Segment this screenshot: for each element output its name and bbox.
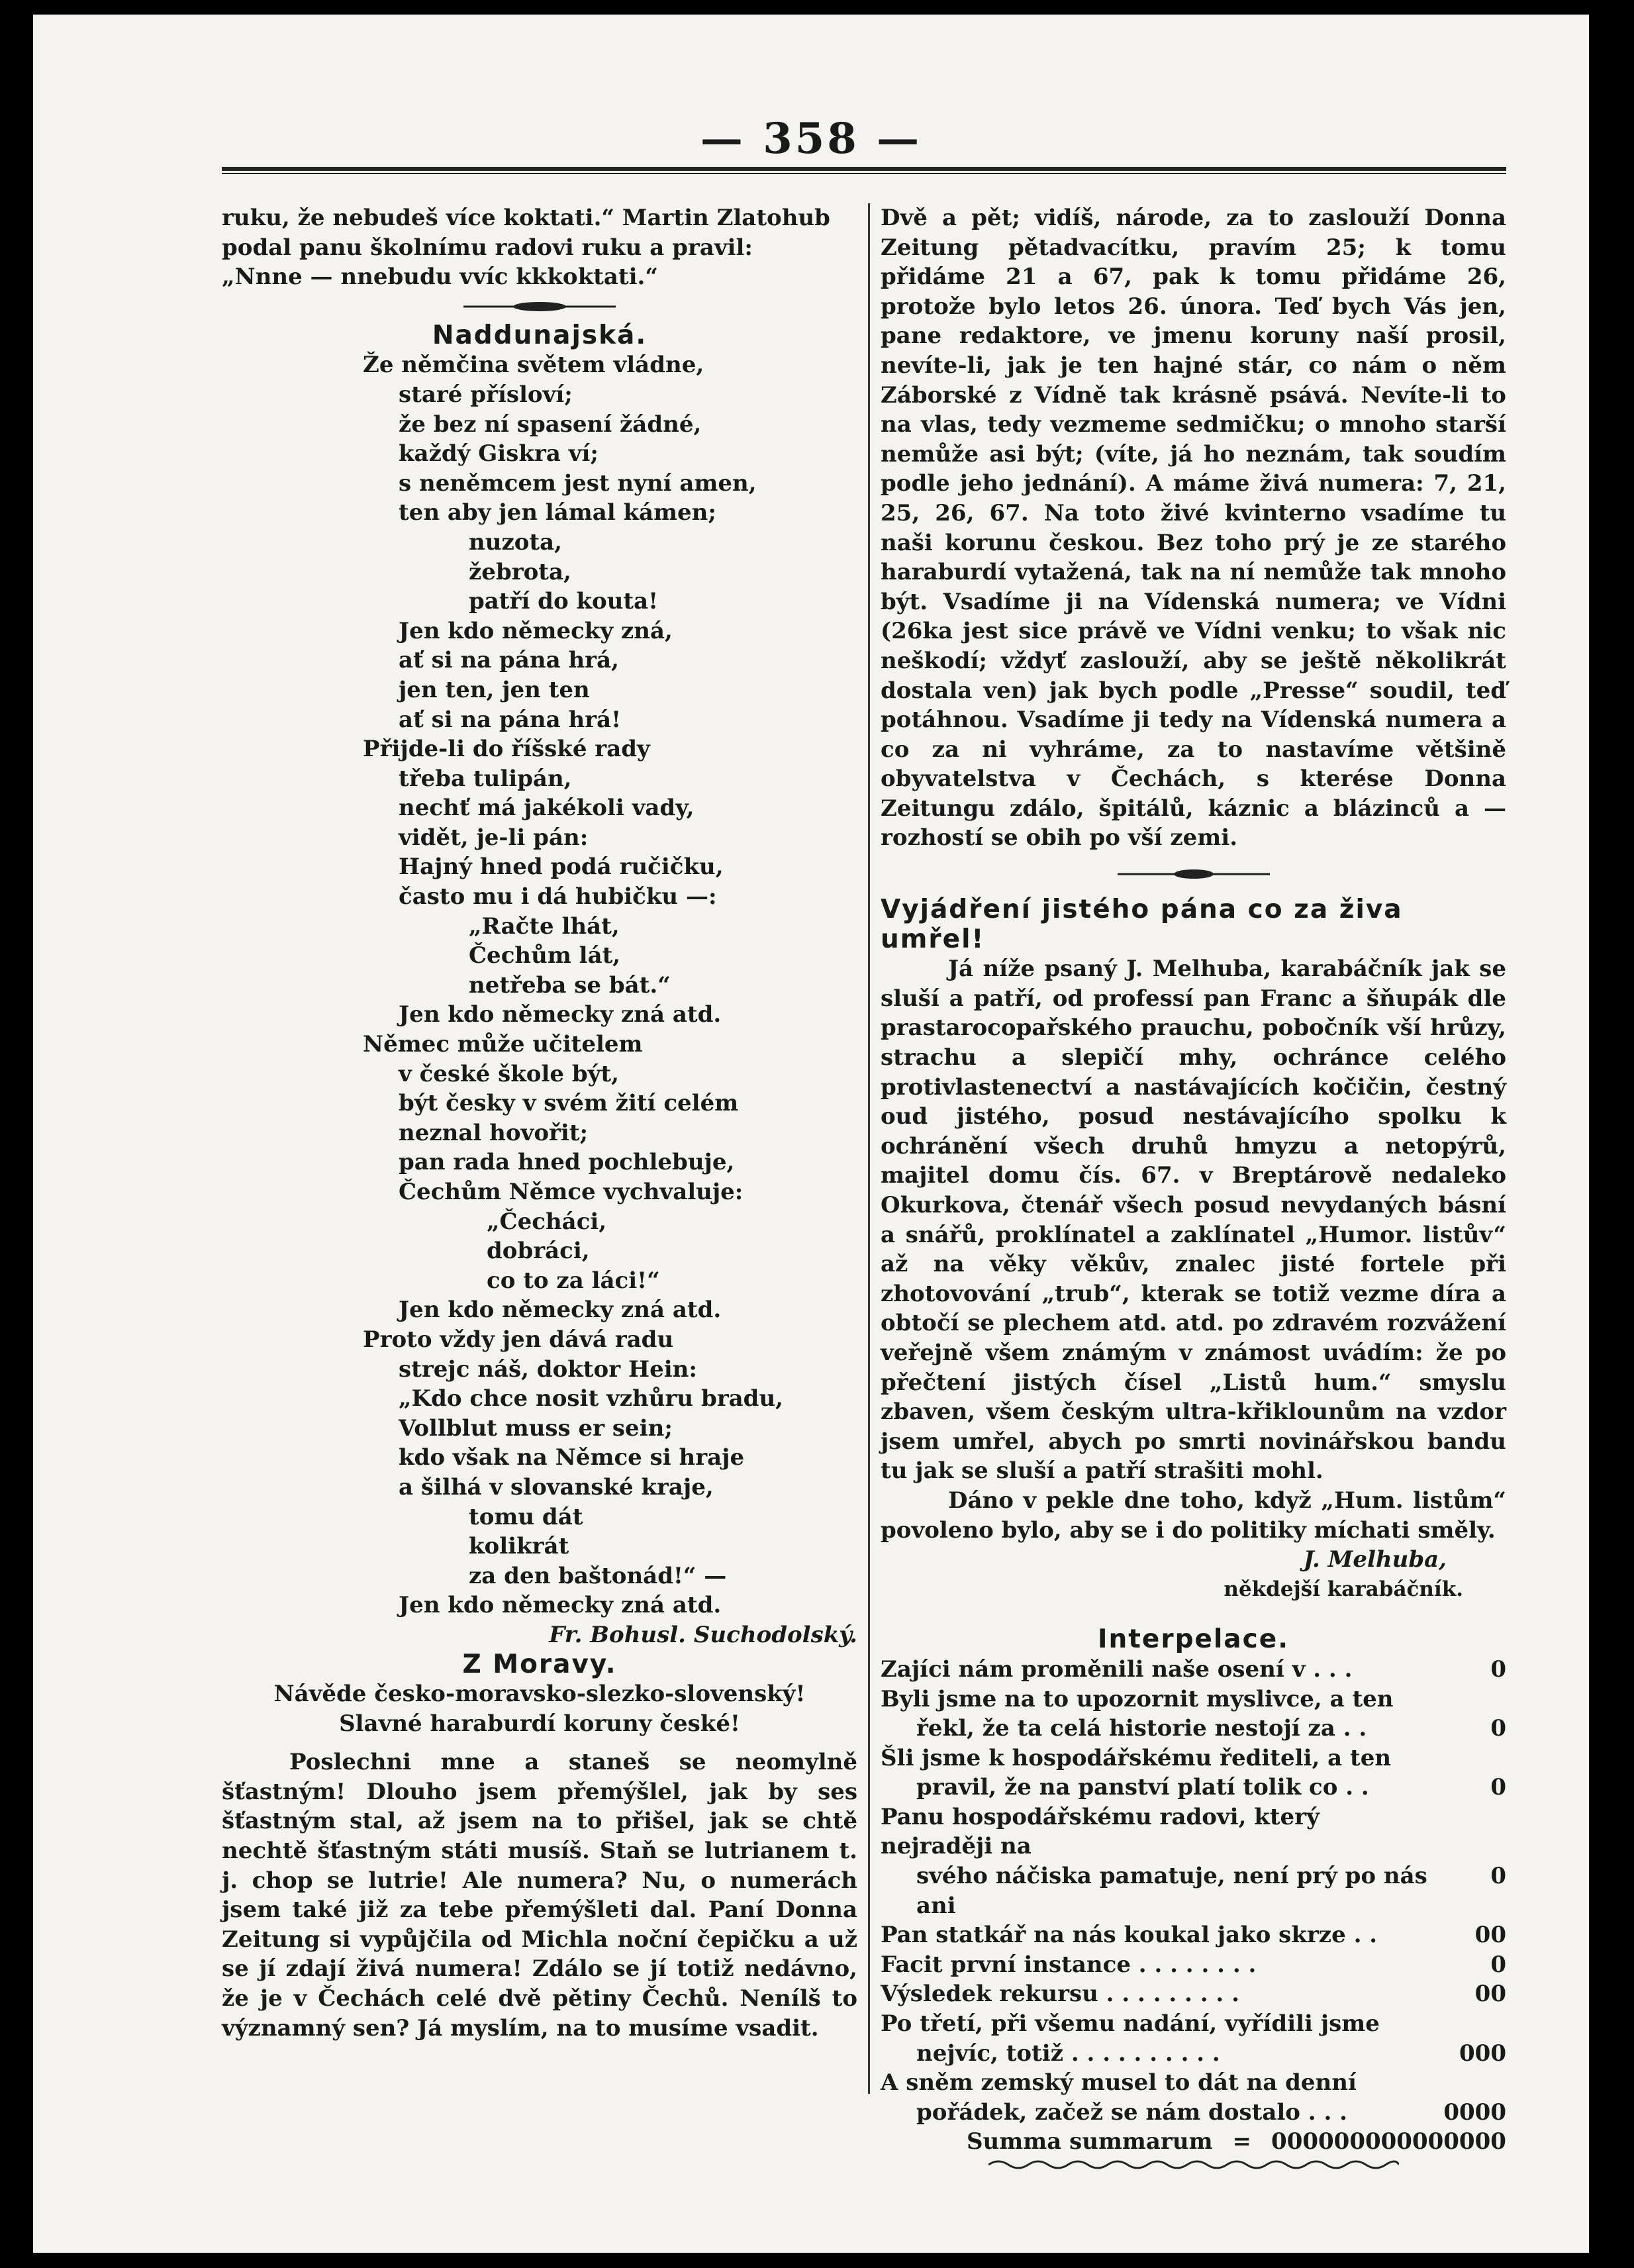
section-title: Vyjádření jistého pána co za živa umřel! [881,895,1403,954]
interpelace-list [881,1655,1506,2128]
interpelace-row [881,1979,1506,2009]
poem-line: pan rada hned pochlebuje, [399,1149,735,1176]
poem-line: kolikrát [469,1533,569,1560]
interpelace-text: Zajíci nám proměnili naše osení v . . . [881,1655,1353,1683]
poem-line: patří do kouta! [469,588,659,615]
newspaper-page [33,15,1589,2253]
poem-line: neznal hovořit; [399,1119,589,1146]
poem-line: Hajný hned podá ručičku, [399,854,724,881]
poem-line: Přijde-li do říšské rady [363,736,650,763]
ornament-divider [222,292,857,321]
poem-line: Němec může učitelem [363,1031,643,1058]
poem-line: Jen kdo německy zná atd. [399,1001,722,1028]
article-paragraph: Dvě a pět; vidíš, národe, za to zaslouží Donna Zeitung pětadvacítku, pravím 25; k tomu přidáme 21 a 67, pak k tomu přidáme 26, protože bylo letos 26. února. Teď bych Vás jen, pane redaktore, ve jmenu koruny naší prosil, nevíte-li, jak je ten hajné stár, co nám o něm Záborské z Vídně tak krásně psává. Nevíte-li to na vlas, tedy vezmeme sedmičku; o mnoho starší nemůže asi být; (víte, já ho neznám, tak soudím podle jeho jednání). A máme živá numera: 7, 21, 25, 26, 67. Na toto živé kvinterno vsadíme tu naši korunu českou. Bez toho prý je ze starého haraburdí vytažená, tak na ní nemůže tak mnoho být. Vsadíme ji na Vídenská numera; ve Vídni (26ka jest sice právě ve Vídni venku; to však nic neškodí; vždyť zaslouží, aby se ještě několikrát dostala ven) jak bych podle „Presse“ soudil, teď potáhnou. Vsadíme ji tedy na Vídenská numera a co za ni vyhráme, za to nastavíme většině obyvatelstva v Čechách, s kterése Donna Zeitungu zdálo, špitálů, káznic a blázinců a — rozhostí se obih po vší zemi. [881,205,1506,852]
poem-title: Naddunajská. [432,320,648,350]
poem-line: být česky v svém žití celém [399,1090,739,1117]
poem-line: co to za láci!“ [487,1267,660,1294]
section-title: Z Moravy. [462,1649,617,1679]
subtitle-line: Slavné haraburdí koruny české! [339,1710,740,1737]
poem-line: často mu i dá hubičku —: [399,883,717,911]
interpelace-text: pravil, že na panství platí tolik co . . [916,1774,1369,1801]
poem-line: strejc náš, doktor Hein: [399,1356,697,1383]
interpelace-row [881,1744,1506,1773]
poem-line: Čechům lát, [469,942,621,969]
interpelace-value: 0000 [1443,2098,1506,2126]
poem-line: Jen kdo německy zná atd. [399,1297,722,1324]
interpelace-value: 0 [1490,1655,1506,1683]
poem-line: ať si na pána hrá! [399,706,622,733]
interpelace-row [881,1655,1506,1685]
interpelace-text: pořádek, začež se nám dostalo . . . [916,2098,1347,2126]
poem-line: Že němčina světem vládne, [363,352,704,379]
interpelace-value: 0 [1490,1863,1506,1890]
poem [222,350,857,1620]
poem-line: za den baštonád!“ — [469,1562,727,1589]
summa-label: Summa summarum [967,2128,1213,2155]
interpelace-text: Facit první instance . . . . . . . . [881,1951,1257,1978]
interpelace-row [881,2039,1506,2069]
ornament-icon [463,300,616,313]
poem-line: „Račte lhát, [469,912,620,940]
poem-line: „Čecháci, [487,1208,607,1235]
interpelace-row [881,2068,1506,2098]
interpelace-value: 0 [1490,1951,1506,1978]
interpelace-text: řekl, že ta celá historie nestojí za . . [916,1715,1367,1742]
interpelace-text: Pan statkář na nás koukal jako skrze . . [881,1922,1378,1949]
poem-line: každý Giskra ví; [399,440,599,468]
signature-role: někdejší karabáčník. [1224,1577,1463,1601]
poem-line: „Kdo chce nosit vzhůru bradu, [399,1385,784,1412]
interpelace-row [881,1685,1506,1714]
interpelace-text: Výsledek rekursu . . . . . . . . . [881,1981,1239,2008]
poem-line: staré přísloví; [399,381,573,408]
poem-line: že bez ní spasení žádné, [399,411,702,438]
interpelace-row [881,1802,1506,1861]
ornament-icon [1118,867,1270,881]
ornament-divider [881,853,1506,895]
interpelace-row [881,1861,1506,1920]
interpelace-row [881,1714,1506,1744]
poem-line: dobráci, [487,1238,590,1265]
intro-line: ruku, že nebudeš více koktati.“ Martin Zlatohub [222,205,830,231]
poem-line: s neněmcem jest nyní amen, [399,469,757,497]
poem-line: ten aby jen lámal kámen; [399,499,716,526]
header-rule [222,167,1506,174]
interpelace-value: 00 [1474,1922,1506,1949]
intro-line: „Nnne — nnebudu vvíc kkkoktati.“ [222,264,658,291]
interpelace-row [881,1920,1506,1950]
ornament-divider [881,2157,1506,2173]
poem-line: a šilhá v slovanské kraje, [399,1473,714,1501]
summa-value: 000000000000000 [1271,2128,1506,2155]
interpelace-title: Interpelace. [1097,1624,1290,1655]
poem-line: Vollblut muss er sein; [399,1414,673,1442]
poem-line: třeba tulipán, [399,765,572,792]
intro-text [222,203,857,292]
poem-line: žebrota, [469,558,571,585]
interpelace-text: Po třetí, při všemu nadání, vyřídili jsme [881,2010,1380,2038]
left-column [222,203,857,2043]
interpelace-value: 000 [1459,2040,1506,2067]
subtitle-line: Návěde česko-moravsko-slezko-slovenský! [273,1681,806,1708]
interpelace-row [881,1773,1506,1802]
summa-row [881,2127,1506,2157]
wavy-line-icon [988,2157,1399,2173]
interpelace-text: A sněm zemský musel to dát na denní [881,2069,1357,2096]
interpelace-value: 0 [1490,1774,1506,1801]
interpelace-text: nejvíc, totiž . . . . . . . . . . [916,2040,1220,2067]
interpelace-row [881,1950,1506,1980]
article-paragraph: Dáno v pekle dne toho, když „Hum. listům“ povoleno bylo, aby se i do politiky míchati směly. [881,1487,1506,1544]
poem-line: nuzota, [469,528,562,556]
poem-line: kdo však na Němce si hraje [399,1444,745,1471]
poem-line: Jen kdo německy zná, [399,617,673,644]
interpelace-value: 0 [1490,1715,1506,1742]
interpelace-text: Panu hospodářskému radovi, který nejraději na [881,1803,1320,1860]
poem-author: Fr. Bohusl. Suchodolský. [549,1621,857,1648]
poem-line: tomu dát [469,1503,583,1530]
poem-line: v české škole být, [399,1060,619,1087]
signature-name: J. Melhuba, [1303,1546,1447,1573]
poem-line: vidět, je-li pán: [399,824,589,851]
column-divider [868,203,870,2094]
right-column [881,203,1506,2173]
page-number: — 358 — [700,114,922,164]
interpelace-text: Šli jsme k hospodářskému řediteli, a ten [881,1744,1392,1771]
interpelace-text: svého náčiska pamatuje, není prý po nás ani [916,1863,1427,1919]
poem-line: ať si na pána hrá, [399,647,619,674]
poem-line: nechť má jakékoli vady, [399,795,695,822]
interpelace-row [881,2098,1506,2128]
poem-line: netřeba se bát.“ [469,971,671,999]
article-paragraph: Já níže psaný J. Melhuba, karabáčník jak se sluší a patří, od professí pan Franc a šňupák dle prastarocopařského prauchu, pobočník vší hrůzy, strachu a slepičí mhy, ochránce celého protivlastenectví a nastávajících kočičin, čestný oud jistého, posud nestávajícího spolku k ochránění všech druhů hmyzu a netopýrů, majitel domu čís. 67. v Breptárově nedaleko Okurkova, čtenář všech posud nevydaných básní a snářů, proklínatel a zaklínatel „Humor. listův“ až na věky věkův, znalec jisté fortele při zhotovování „trub“, kterak se totiž vezme díra a obtočí se plechem atd. atd. po zdravém rozvážení veřejně všem známým v známost uvádím: že po přečtení jistých čísel „Listů hum.“ smyslu zbaven, všem českým ultra-křiklounům na vzdor jsem umřel, abych po smrti novinářskou bandu tu jak se sluší a patří strašiti mohl. [881,956,1506,1485]
interpelace-text: Byli jsme na to upozornit myslivce, a ten [881,1685,1394,1712]
article-paragraph: Poslechni mne a staneš se neomylně šťastným! Dlouho jsem přemýšlel, jak by ses šťastným stal, až jsem na to přišel, jak se chtě nechtě šťastným státi musíš. Staň se lutrianem t. j. chop se lutrie! Ale numera? Nu, o numerách jsem také již za tebe přemýšleti dal. Paní Donna Zeitung si vypůjčila od Michla noční čepičku a už se jí zdají živá numera! Zdálo se jí totiž nedávno, že je v Čechách celé dvě pětiny Čechů. Nenílš to významný sen? Já myslím, na to musíme vsadit. [222,1749,857,2042]
interpelace-value: 00 [1474,1981,1506,2008]
intro-line: podal panu školnímu radovi ruku a pravil: [222,234,753,261]
poem-line: jen ten, jen ten [399,676,590,703]
poem-line: Jen kdo německy zná atd. [399,1592,722,1619]
poem-line: Proto vždy jen dává radu [363,1326,674,1353]
poem-line: Čechům Němce vychvaluje: [399,1179,744,1205]
interpelace-row [881,2009,1506,2039]
summa-equals: = [1232,2128,1252,2155]
